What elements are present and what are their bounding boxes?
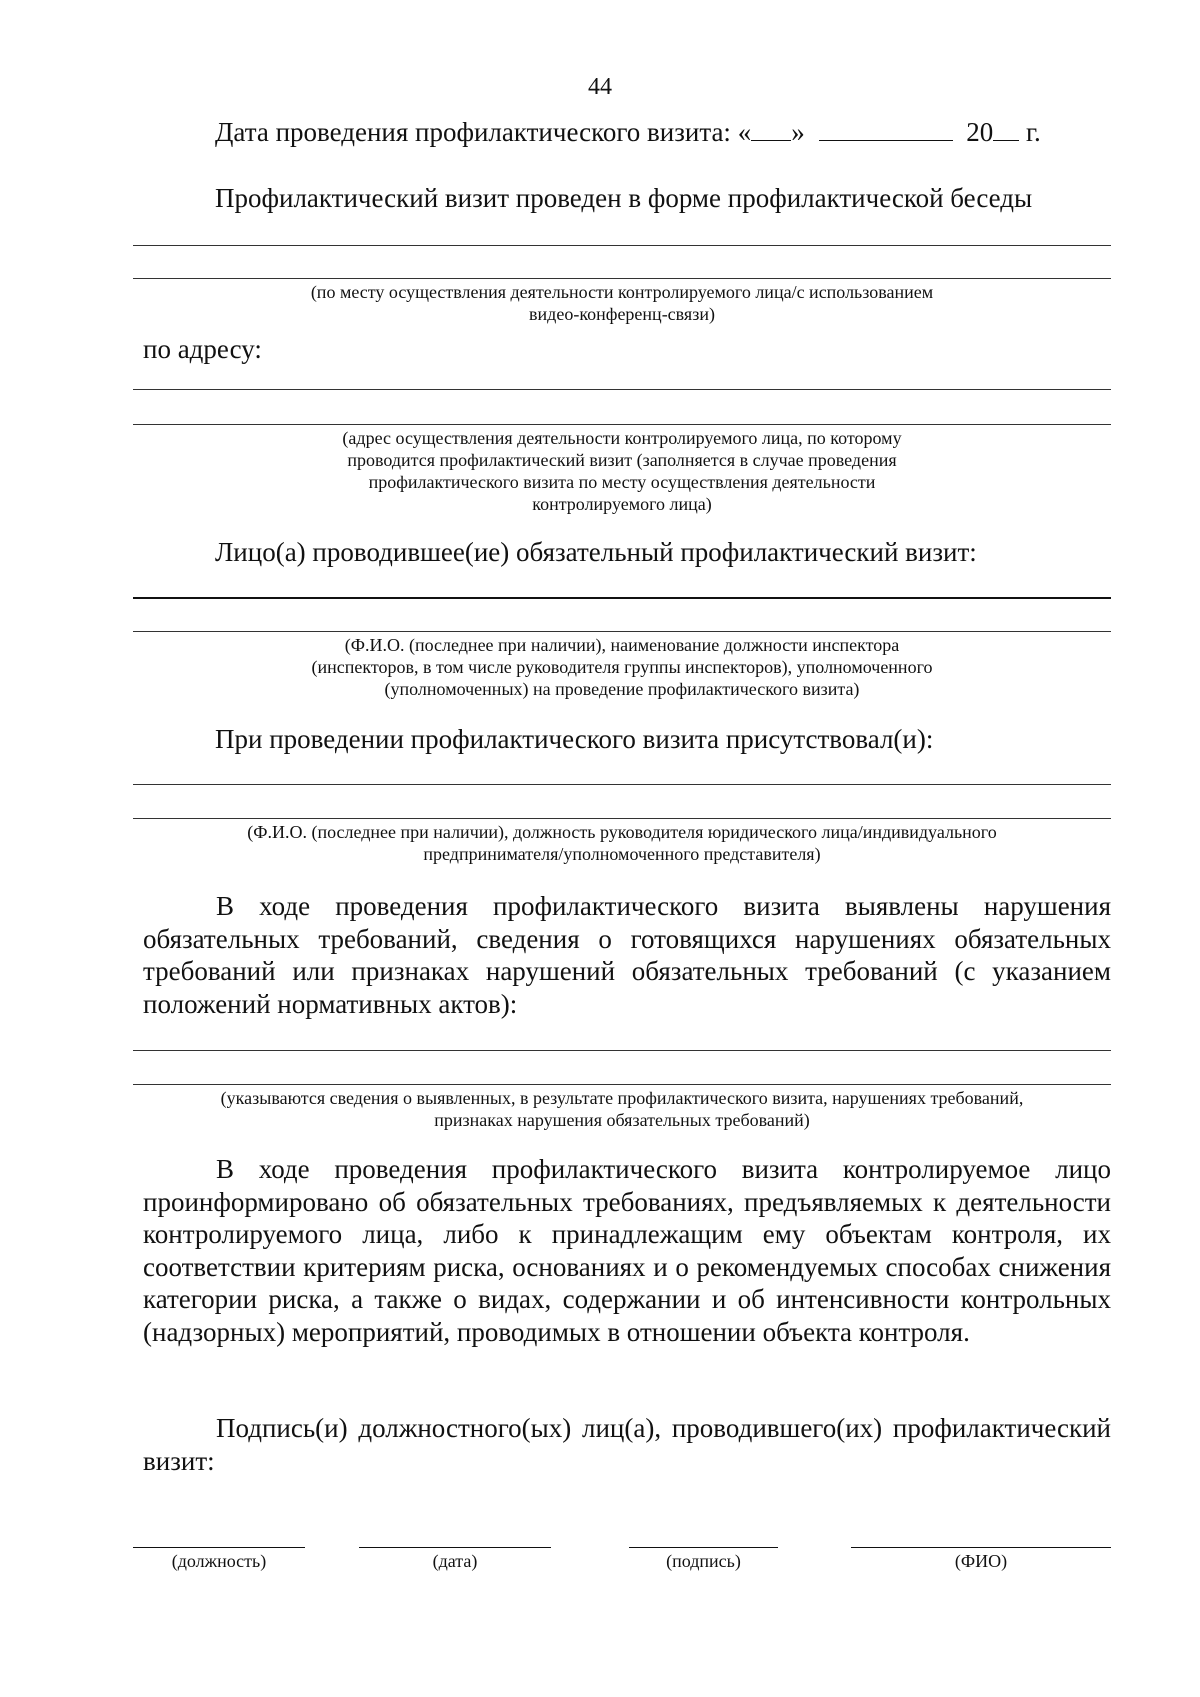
form-line-1[interactable] [133, 245, 1111, 246]
address-hint [133, 427, 1111, 515]
violations-paragraph: В ходе проведения профилактического визита выявлены нарушения обязательных требований, сведения о готовящихся нарушениях обязательных требований или признаках нарушений обязательных требований (с указанием положений нормативных актов): [143, 891, 1111, 1019]
year-prefix: 20 [966, 117, 994, 147]
address-line-1[interactable] [133, 389, 1111, 390]
inspector-hint-line: (инспекторов, в том числе руководителя группы инспекторов), уполномоченного [311, 657, 933, 677]
year-field[interactable] [993, 116, 1019, 141]
inspector-hint-line: (Ф.И.О. (последнее при наличии), наименование должности инспектора [344, 635, 900, 655]
violations-hint-line: признаках нарушения обязательных требований) [434, 1110, 810, 1130]
signature-paragraph: Подпись(и) должностного(ых) лиц(а), проводившего(их) профилактический визит: [143, 1413, 1111, 1476]
day-field[interactable] [751, 116, 791, 141]
date-line [215, 116, 1041, 148]
violations-line-2[interactable] [133, 1084, 1111, 1085]
present-heading: При проведении профилактического визита присутствовал(и): [215, 724, 934, 754]
signature-line[interactable] [629, 1547, 778, 1548]
present-line-2[interactable] [133, 818, 1111, 819]
present-hint [133, 821, 1111, 865]
date-label: Дата проведения профилактического визита: [215, 117, 731, 147]
address-hint-line: (адрес осуществления деятельности контролируемого лица, по которому [342, 428, 902, 448]
form-heading: Профилактический визит проведен в форме профилактической беседы [215, 183, 1033, 213]
violations-hint-line: (указываются сведения о выявленных, в результате профилактического визита, нарушениях требований, [220, 1088, 1024, 1108]
inspector-heading: Лицо(а) проводившее(ие) обязательный профилактический визит: [215, 537, 977, 567]
position-caption: (должность) [171, 1551, 267, 1571]
inspector-hint-line: (уполномоченных) на проведение профилактического визита) [384, 679, 860, 699]
form-hint-line: видео-конференц-связи) [529, 304, 715, 324]
date-caption: (дата) [432, 1551, 478, 1571]
date-close-quote: » [791, 117, 805, 147]
position-signature-line[interactable] [133, 1547, 305, 1548]
name-caption: (ФИО) [954, 1551, 1008, 1571]
inspector-hint [133, 634, 1111, 700]
present-line-1[interactable] [133, 784, 1111, 785]
address-hint-line: контролируемого лица) [532, 494, 712, 514]
date-signature-line[interactable] [359, 1547, 551, 1548]
signature-caption: (подпись) [666, 1551, 741, 1571]
year-suffix: г. [1025, 117, 1041, 147]
address-label: по адресу: [143, 334, 262, 364]
page-number: 44 [588, 74, 612, 100]
violations-hint [133, 1087, 1111, 1131]
violations-line-1[interactable] [133, 1050, 1111, 1051]
address-hint-line: проводится профилактический визит (заполняется в случае проведения [347, 450, 897, 470]
address-line-2[interactable] [133, 424, 1111, 425]
present-hint-line: (Ф.И.О. (последнее при наличии), должность руководителя юридического лица/индивидуального [247, 822, 997, 842]
name-signature-line[interactable] [851, 1547, 1111, 1548]
date-open-quote: « [737, 117, 752, 147]
inspector-line-1[interactable] [133, 597, 1111, 599]
form-hint-line: (по месту осуществления деятельности контролируемого лица/с использованием [310, 282, 934, 302]
informed-paragraph: В ходе проведения профилактического визита контролируемое лицо проинформировано об обязательных требованиях, предъявляемых к деятельности контролируемого лица, либо к принадлежащим ему объектам контроля, их соответствии критериям риска, основаниях и о рекомендуемых способах снижения категории риска, а также о видах, содержании и об интенсивности контрольных (надзорных) мероприятий, проводимых в отношении объекта контроля. [143, 1154, 1111, 1347]
inspector-line-2[interactable] [133, 631, 1111, 632]
month-field[interactable] [819, 116, 953, 141]
address-hint-line: профилактического визита по месту осуществления деятельности [368, 472, 876, 492]
present-hint-line: предпринимателя/уполномоченного представителя) [423, 844, 821, 864]
form-line-2[interactable] [133, 278, 1111, 279]
form-hint [133, 281, 1111, 325]
